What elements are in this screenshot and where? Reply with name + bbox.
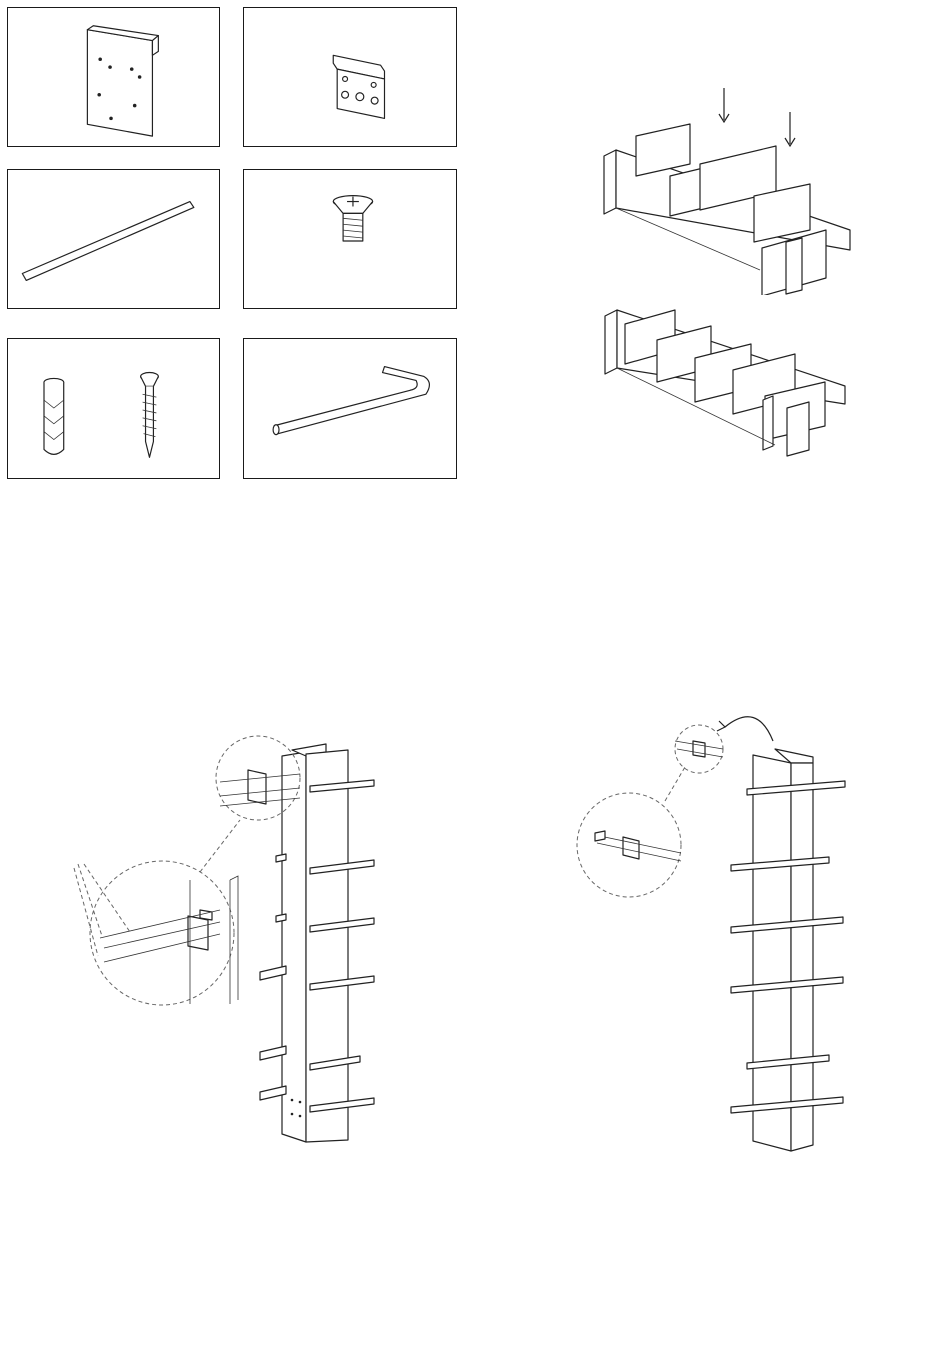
hex-key-icon <box>244 339 456 478</box>
hang-unit-icon <box>575 705 855 1155</box>
bracket-detail <box>623 837 639 859</box>
detail-circle-lower <box>90 861 234 1005</box>
insert-dividers-icon <box>590 80 860 295</box>
part-panel-machine-screw <box>243 169 457 309</box>
step-hang-unit <box>575 705 855 1155</box>
part-panel-hanging-bracket <box>243 7 457 147</box>
wall-plug-and-screw-icon <box>8 339 219 478</box>
assembled-grid-icon <box>595 300 855 470</box>
attach-plates-icon <box>70 730 390 1150</box>
machine-screw-icon <box>244 170 456 308</box>
step-attach-plates <box>70 730 390 1150</box>
part-panel-metal-strip <box>7 169 220 309</box>
step-assembled-grid <box>595 300 855 470</box>
part-panel-hex-key <box>243 338 457 479</box>
plate-detail <box>188 916 208 950</box>
wall-plug-icon <box>44 378 64 454</box>
part-panel-mounting-plate <box>7 7 220 147</box>
hanging-bracket-icon <box>244 8 456 146</box>
rotate-arrow-icon <box>725 717 773 741</box>
wood-screw-icon <box>141 373 159 458</box>
mounting-plate-icon <box>8 8 219 146</box>
metal-strip-icon <box>8 170 219 308</box>
step-insert-dividers <box>590 80 860 295</box>
part-panel-wall-plug-and-screw <box>7 338 220 479</box>
